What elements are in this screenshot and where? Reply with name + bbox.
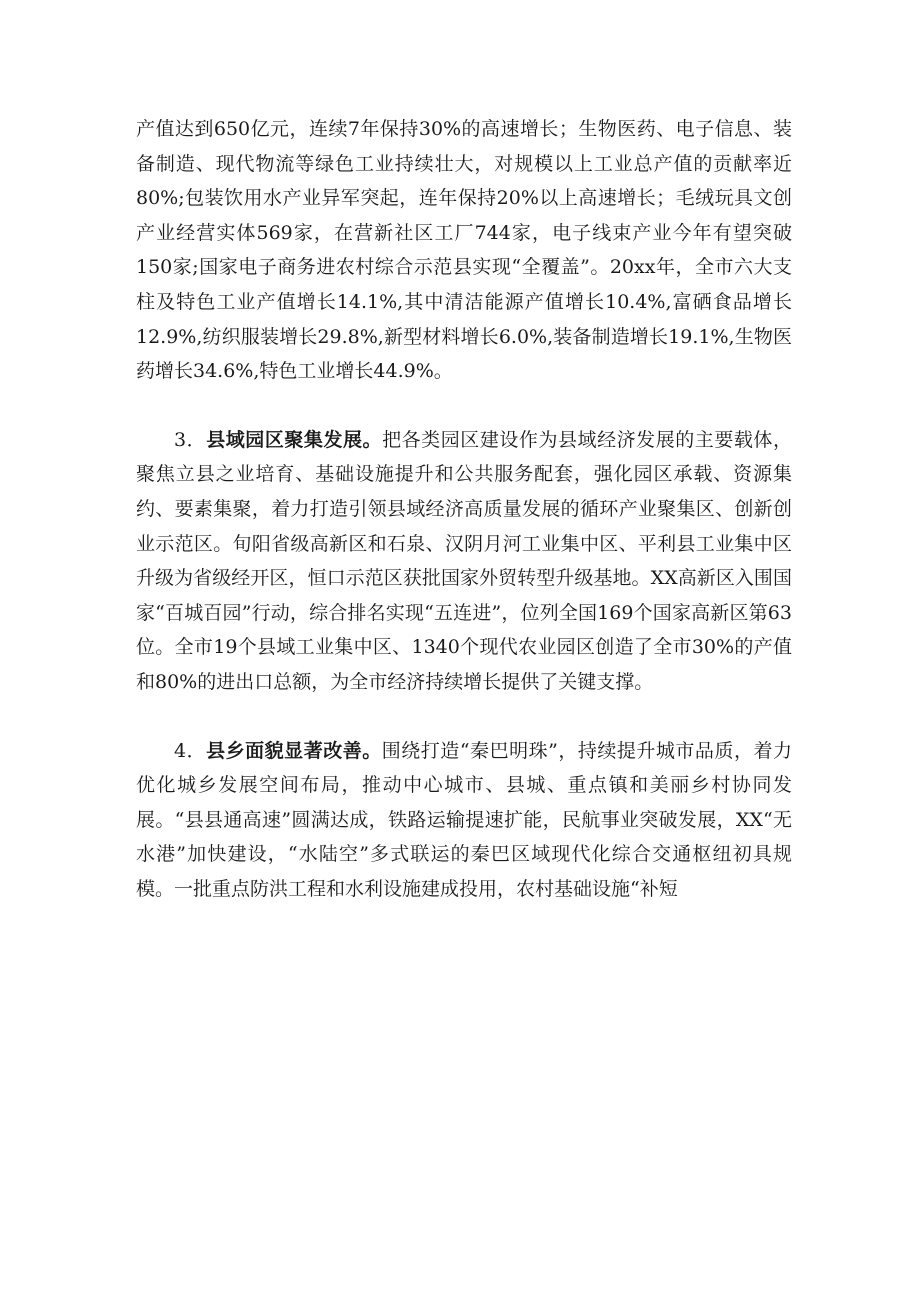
paragraph-industry-output: [136, 112, 792, 389]
paragraph-text: 产值达到650亿元，连续7年保持30%的高速增长；生物医药、电子信息、装备制造、现代物流等绿色工业持续壮大，对规模以上工业总产值的贡献率近80%;包装饮用水产业异军突起，连年保持20%以上高速增长；毛绒玩具文创产业经营实体569家，在营新社区工厂744家，电子线束产业今年有望突破150家;国家电子商务进农村综合示范县实现“全覆盖”。20xx年，全市六大支柱及特色工业产值增长14.1%,其中清洁能源产值增长10.4%,富硒食品增长12.9%,纺织服装增长29.8%,新型材料增长6.0%,装备制造增长19.1%,生物医药增长34.6%,特色工业增长44.9%。: [136, 118, 792, 383]
document-body: [136, 112, 792, 906]
paragraph-county-parks: [136, 423, 792, 700]
paragraph-text: 把各类园区建设作为县域经济发展的主要载体，聚焦立县之业培育、基础设施提升和公共服务配套，强化园区承载、资源集约、要素集聚，着力打造引领县域经济高质量发展的循环产业聚集区、创新创业示范区。旬阳省级高新区和石泉、汉阴月河工业集中区、平利县工业集中区升级为省级经开区，恒口示范区获批国家外贸转型升级基地。XX高新区入围国家“百城百园”行动，综合排名实现“五连进”，位列全国169个国家高新区第63位。全市19个县域工业集中区、1340个现代农业园区创造了全市30%的产值和80%的进出口总额，为全市经济持续增长提供了关键支撑。: [136, 428, 792, 693]
paragraph-heading: 县乡面貌显著改善。: [206, 739, 382, 762]
paragraph-number: 4．: [174, 739, 207, 762]
paragraph-number: 3．: [174, 428, 207, 451]
paragraph-heading: 县域园区聚集发展。: [206, 428, 383, 451]
paragraph-text: 围绕打造“秦巴明珠”，持续提升城市品质，着力优化城乡发展空间布局，推动中心城市、县城、重点镇和美丽乡村协同发展。“县县通高速”圆满达成，铁路运输提速扩能，民航事业突破发展，XX“无水港”加快建设，“水陆空”多式联运的秦巴区域现代化综合交通枢纽初具规模。一批重点防洪工程和水利设施建成投用，农村基础设施“补短: [136, 739, 792, 900]
paragraph-county-appearance: [136, 734, 792, 907]
